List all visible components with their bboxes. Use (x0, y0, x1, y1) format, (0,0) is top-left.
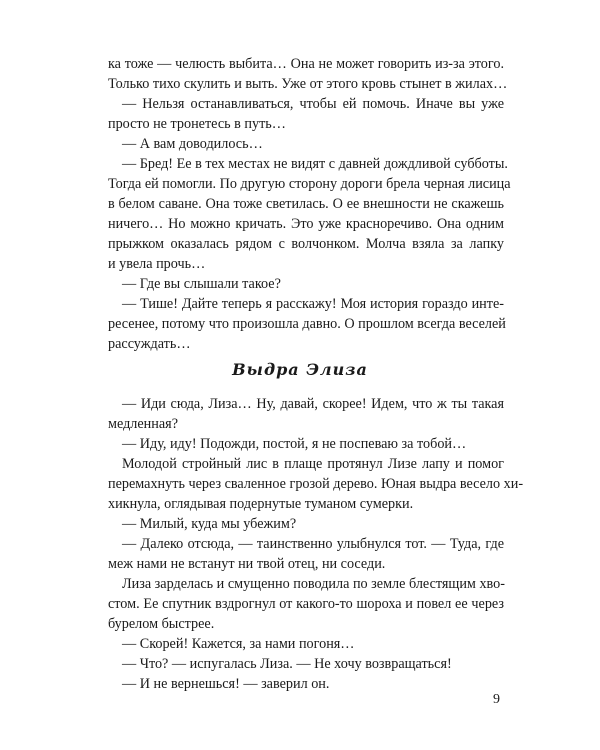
text-line: хикнула, оглядывая подернутые туманом сумерки. (108, 496, 414, 512)
text-line: ничего… Но можно кричать. Это уже красноречиво. Она одним (108, 216, 504, 232)
chapter-title: Выдра Элиза (232, 360, 368, 379)
text-line: — Иду, иду! Подожди, постой, я не поспеваю за тобой… (122, 436, 467, 452)
text-line: — И не вернешься! — заверил он. (122, 676, 330, 692)
text-line: — Где вы слышали такое? (122, 276, 281, 292)
text-line: — Далеко отсюда, — таинственно улыбнулся тот. — Туда, где (122, 536, 504, 552)
text-line: ресенее, потому что произошла давно. О прошлом всегда веселей (108, 316, 506, 332)
text-line: — Бред! Ее в тех местах не видят с давней дождливой субботы. (122, 156, 508, 172)
text-line: ка тоже — челюсть выбита… Она не может говорить из-за этого. (108, 56, 504, 72)
text-line: стом. Ее спутник вздрогнул от какого-то шороха и повел ее через (108, 596, 504, 612)
text-line: — А вам доводилось… (122, 136, 263, 152)
text-line: — Что? — испугалась Лиза. — Не хочу возвращаться! (122, 656, 452, 672)
text-line: и увела прочь… (108, 256, 206, 272)
text-line: просто не тронетесь в путь… (108, 116, 286, 132)
page-number: 9 (493, 692, 500, 707)
text-line: бурелом быстрее. (108, 616, 215, 632)
text-line: медленная? (108, 416, 178, 432)
text-line: — Милый, куда мы убежим? (122, 516, 297, 532)
text-line: прыжком оказалась рядом с волчонком. Молча взяла за лапку (108, 236, 504, 252)
text-line: — Нельзя останавливаться, чтобы ей помочь. Иначе вы уже (122, 96, 504, 112)
text-line: Только тихо скулить и выть. Уже от этого кровь стынет в жилах… (108, 76, 508, 92)
text-line: — Скорей! Кажется, за нами погоня… (122, 636, 355, 652)
text-line: — Иди сюда, Лиза… Ну, давай, скорее! Идем, что ж ты такая (122, 396, 504, 412)
text-line: — Тише! Дайте теперь я расскажу! Моя история гораздо инте- (122, 296, 504, 312)
text-line: рассуждать… (108, 336, 191, 352)
text-line: перемахнуть через сваленное грозой дерево. Юная выдра весело хи- (108, 476, 524, 492)
text-line: меж нами не встанут ни твой отец, ни соседи. (108, 556, 386, 572)
text-line: Лиза зарделась и смущенно поводила по земле блестящим хво- (122, 576, 505, 592)
text-line: Молодой стройный лис в плаще протянул Лизе лапу и помог (122, 456, 504, 472)
text-line: в белом саване. Она тоже светилась. О ее внешности не скажешь (108, 196, 504, 212)
text-line: Тогда ей помогли. По другую сторону дороги брела черная лисица (108, 176, 511, 192)
